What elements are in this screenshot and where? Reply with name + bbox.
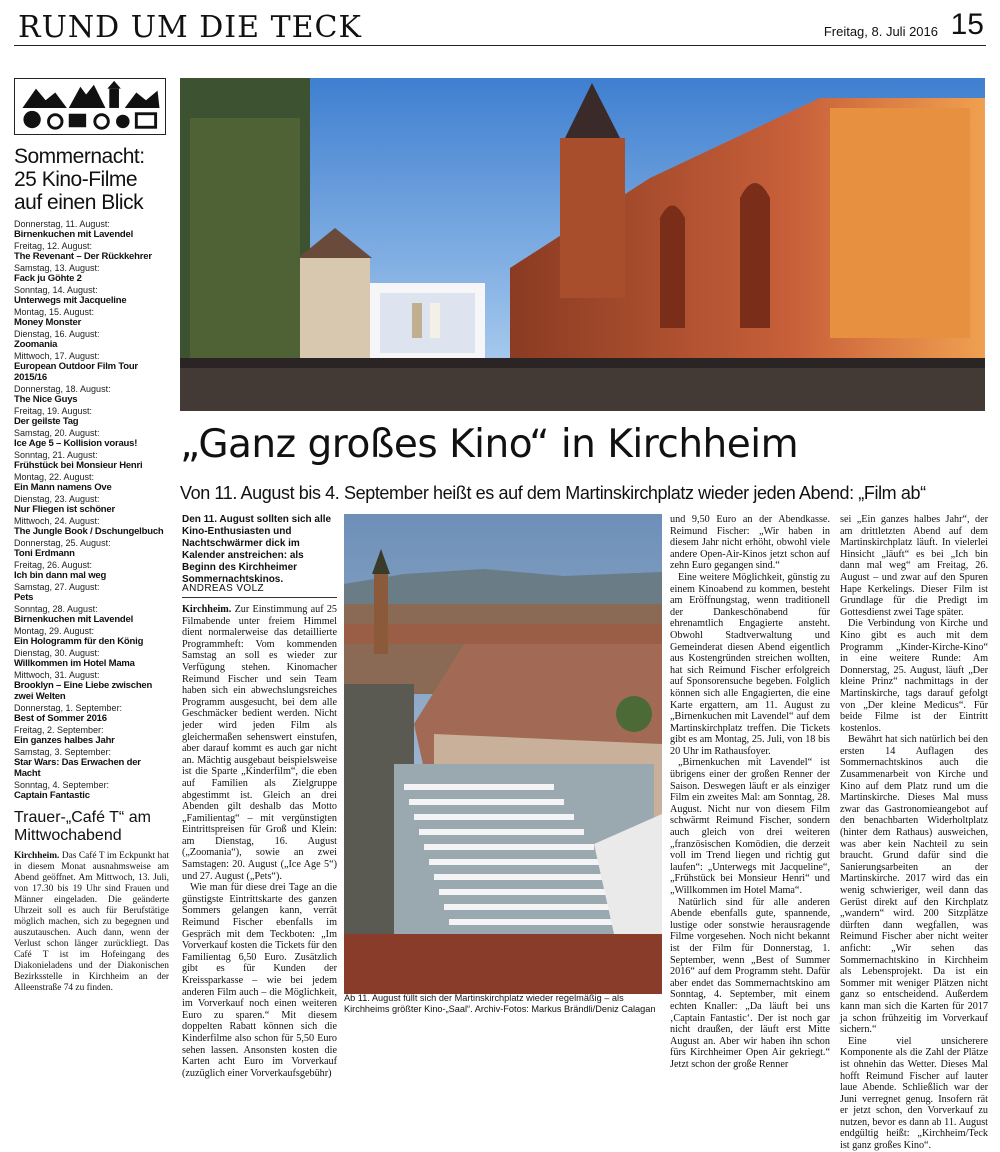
cafe-title: Trauer-„Café T“ am Mittwochabend — [14, 809, 151, 844]
schedule-day: Montag, 15. August: — [14, 307, 95, 317]
section-title: RUND UM DIE TECK — [18, 10, 362, 45]
paragraph: Eine viel unsicherere Komponente als die Zahl der Plätze ist ohnehin das Wetter. Dieses Mal hofft Reimund Fischer auf lauter laue Abende. Schließlich war der Juni verregnet genug. Insofern rät er jetzt schon, den Vorverkauf zu nutzen, bevor es dann ab 11. August endgültig heißt: „Kirchheim/Teck ist ganz großes Kino“. — [840, 1035, 988, 1152]
schedule-day: Sonntag, 4. September: — [14, 780, 110, 790]
schedule-day: Freitag, 12. August: — [14, 241, 93, 251]
schedule-film-title: Fack ju Göhte 2 — [14, 273, 82, 284]
paragraph: Die Verbindung von Kirche und Kino gibt es auch mit dem Programm „Kinder-Kirche-Kino“ in eine weitere Runde: Am Donnerstag, 25. August, läuft „Der kleine Prinz“ nachmittags in der Martinskirche, tags darauf gefolgt von „Der kleine Medicus“. Für beide Filme ist der Eintritt kostenlos. — [840, 618, 988, 734]
schedule-day: Donnerstag, 1. September: — [14, 703, 123, 713]
dateline: Kirchheim. — [182, 604, 232, 615]
schedule-film-title: European Outdoor Film Tour 2015/16 — [14, 361, 138, 383]
cafe-body: Das Café T im Eckpunkt hat in diesem Monat ausnahmsweise am Abend geöffnet. Am Mittwoch, 13. Juli, von 17.30 bis 19 Uhr sind Frauen und Männer eingeladen. Die geänderte Uhrzeit soll es auch für Berufstätige möglich machen, sich zu begegnen und auszutauschen. Auch dann, wenn der Verlust schon länger zurückliegt. Das Café T ist im Hofeingang des Diakonieladens und der Diakonischen Bezirksstelle in Kirchheim an der Alleenstraße 74 zu finden. — [14, 851, 170, 993]
schedule-film-title: Zoomania — [14, 339, 58, 350]
paragraph: Eine weitere Möglichkeit, günstig zu einem Kinoabend zu kommen, besteht am Eröffnungstag, wenn traditionell der Dankeschönabend für ehrenamtlich Engagierte ansteht. Obwohl Stadtverwaltung und Gemeinderat diesen Abend eigentlich aus Kostengründen streichen wollten, hat sich Reimund Fischer erfolgreich auf Sponsorensuche begeben. Folglich können sich alle Engagierten, die eine Karte ergattern, am 11. August zu „Birnenkuchen mit Lavendel“ auf dem Martinskirchplatz treffen. Die Tickets gibt es am Montag, 25. Juli, von 18 bis 20 Uhr im Rathausfoyer. — [670, 571, 830, 757]
schedule-film-title: The Nice Guys — [14, 394, 78, 405]
schedule-day: Montag, 22. August: — [14, 472, 95, 482]
teck-logo-icon — [14, 78, 166, 135]
schedule-film-title: Birnenkuchen mit Lavendel — [14, 614, 134, 625]
paragraph: und 9,50 Euro an der Abendkasse. Reimund Fischer: „Wir haben in diesem Jahr nicht erhöht, obwohl viele andere Open-Air-Kinos jetzt schon auf zehn Euro gegangen sind.“ — [670, 514, 830, 572]
sidebar-title: Sommernacht: 25 Kino-Filme auf einen Blick — [14, 145, 145, 214]
sidebar — [14, 78, 169, 994]
article-column-1 — [182, 604, 337, 1079]
schedule-list — [14, 219, 169, 801]
schedule-day: Mittwoch, 31. August: — [14, 670, 100, 680]
caption-text: Ab 11. August füllt sich der Martinskirchplatz wieder regelmäßig – als Kirchheims größter Kino-„Saal“. — [344, 993, 624, 1014]
article-column-3 — [670, 514, 830, 1071]
schedule-film-title: Ich bin dann mal weg — [14, 570, 107, 581]
schedule-day: Donnerstag, 11. August: — [14, 219, 110, 229]
schedule-day: Mittwoch, 17. August: — [14, 351, 100, 361]
caption-credit: Archiv-Fotos: Markus Brändli/Deniz Calagan — [474, 1004, 656, 1014]
schedule-day: Sonntag, 21. August: — [14, 450, 98, 460]
schedule-day: Dienstag, 16. August: — [14, 329, 100, 339]
schedule-film-title: Money Monster — [14, 317, 82, 328]
schedule-film-title: Captain Fantastic — [14, 790, 90, 801]
paragraph: sei „Ein ganzes halbes Jahr“, der am drittletzten Abend auf dem Martinskirchplatz läuft. In vielerlei Hinsicht „läuft“ es bei „Ich bin dann mal weg“ am Freitag, 26. August – und zwar auf den Spuren Hape Kerkelings. Dieser Film ist Grundlage für die Predigt im Gottesdienst zwei Tage später. — [840, 514, 988, 618]
article-subhead: Von 11. August bis 4. September heißt es auf dem Martinskirchplatz wieder jeden Abend: „Film ab“ — [180, 483, 926, 503]
schedule-day: Sonntag, 14. August: — [14, 285, 98, 295]
article-headline: „Ganz großes Kino“ in Kirchheim — [180, 422, 799, 467]
schedule-film-title: Ein ganzes halbes Jahr — [14, 735, 115, 746]
schedule-day: Montag, 29. August: — [14, 626, 95, 636]
schedule-day: Samstag, 20. August: — [14, 428, 100, 438]
cafe-text — [14, 851, 169, 994]
schedule-film-title: Nur Fliegen ist schöner — [14, 504, 115, 515]
schedule-film-title: Ein Mann namens Ove — [14, 482, 112, 493]
page-number: 15 — [950, 8, 984, 41]
schedule-film-title: Ein Hologramm für den König — [14, 636, 144, 647]
paragraph: Bewährt hat sich natürlich bei den ersten 14 Auflagen des Sommernachtskinos auch die Zusammenarbeit von Kirche und Kino auf dem Platz rund um die Martinskirche. Dieses Mal muss zwar das Gastronomieangebot auf den benachbarten Widerholtplatz (hinter dem Rathaus) ausweichen, was aber kein Nachteil zu sein braucht. Grund dafür sind die Sanierungsarbeiten an der Martinskirche. 2017 wird das ein wenig schwieriger, weil dann das Gerüst direkt auf den Kirchplatz „wandern“ wird. 200 Sitzplätze dürften dann wegfallen, was Reimund Fischer aber nicht weiter anficht: „Wir sehen das Sommernachtskino in Kirchheim als Lebensprojekt. Da ist ein Sommer mit weniger Plätzen nicht ganz so entscheidend. Außerdem kann man sich die Karten für 2017 ja schon frühzeitig im Vorverkauf sichern.“ — [840, 734, 988, 1036]
article-lead: Den 11. August sollten sich alle Kino-Enthusiasten und Nachtschwärmer dick im Kalender anstreichen: als Beginn des Kirchheimer Sommernachtskinos. — [182, 514, 332, 585]
page-header — [14, 6, 986, 46]
paragraph: Wie man für diese drei Tage an die günstigste Eintrittskarte des ganzen Sommers gelangen kann, verrät Reimund Fischer ebenfalls im Gespräch mit dem Teckboten: „Im Vorverkauf kosten die Tickets für den Familientag 6,50 Euro. Zusätzlich gibt es für Kunden der Kreissparkasse – wie bei jedem anderen Film auch – die Möglichkeit, im Vorverkauf noch einen weiteren Euro zu sparen.“ Mit diesem doppelten Rabatt können sich die Kinderfilme also schon für 5,50 Euro sehen lassen. Ansonsten kosten die Karten acht Euro im Vorverkauf (zuzüglich einer Vorverkaufsgebühr) — [182, 882, 337, 1079]
schedule-day: Donnerstag, 18. August: — [14, 384, 111, 394]
schedule-day: Donnerstag, 25. August: — [14, 538, 111, 548]
schedule-film-title: Star Wars: Das Erwachen der Macht — [14, 757, 141, 779]
schedule-film-title: Toni Erdmann — [14, 548, 75, 559]
second-photo — [344, 514, 662, 994]
cafe-dateline: Kirchheim. — [14, 851, 60, 861]
schedule-day: Sonntag, 28. August: — [14, 604, 98, 614]
schedule-film-title: Best of Sommer 2016 — [14, 713, 107, 724]
schedule-film-title: Willkommen im Hotel Mama — [14, 658, 135, 669]
schedule-day: Freitag, 19. August: — [14, 406, 93, 416]
schedule-film-title: Brooklyn – Eine Liebe zwischen zwei Welten — [14, 680, 153, 702]
article-author: ANDREAS VOLZ — [182, 583, 337, 598]
schedule-film-title: Der geilste Tag — [14, 416, 79, 427]
schedule-film-title: Frühstück bei Monsieur Henri — [14, 460, 143, 471]
schedule-day: Freitag, 26. August: — [14, 560, 93, 570]
schedule-film-title: Ice Age 5 – Kollision voraus! — [14, 438, 138, 449]
main-photo — [180, 78, 985, 411]
schedule-day: Samstag, 3. September: — [14, 747, 112, 757]
paragraph: Natürlich sind für alle anderen Abende ebenfalls gute, spannende, lustige oder sonstwie herausragende Filme vorgesehen. Noch nicht bekannt ist der Film für Donnerstag, 1. September, wenn „Best of Summer 2016“ auf dem Programm steht. Dafür aber endet das Sommernachtskino am Sonntag, 4. September, mit einem echten Knaller: „Da läuft bei uns ‚Captain Fantastic‘. Der ist noch gar nicht draußen, der läuft erst Mitte August an. Aber wir haben ihn schon fürs Kirchheimer Open Air gekriegt.“ Jetzt schon der große Renner — [670, 896, 830, 1070]
schedule-day: Samstag, 27. August: — [14, 582, 100, 592]
schedule-day: Freitag, 2. September: — [14, 725, 104, 735]
paragraph: Zur Einstimmung auf 25 Filmabende unter freiem Himmel dient normalerweise das detaillierte Programmheft: Vom kommenden Samstag an soll es wieder zur Verfügung stehen. Kinomacher Reimund Fischer und sein Team haben sich ein abwechslungsreiches Programm ausgesucht, bei dem alle Geschmäcker bedient werden. Nicht jeder wird jeden Film als gleichermaßen sehenswert einstufen, aber darauf kommt es auch gar nicht an. Mächtig ausgebaut beispielsweise ist die Sparte „Kinderfilm“, die eben auf Familien als Zielgruppe abgestimmt ist. Gleich an drei Abenden gilt deshalb das Motto „Familientag“ – mit vergünstigten Eintrittspreisen für Groß und Klein: am Dienstag, 16. August („Zoomania“), sowie an zwei Samstagen: 20. August („Ice Age 5“) und 27. August („Pets“). — [182, 604, 338, 882]
schedule-day: Samstag, 13. August: — [14, 263, 100, 273]
issue-date: Freitag, 8. Juli 2016 — [823, 24, 938, 39]
schedule-film-title: Pets — [14, 592, 34, 603]
photo-caption — [344, 993, 662, 1015]
schedule-film-title: The Jungle Book / Dschungelbuch — [14, 526, 164, 537]
schedule-film-title: Unterwegs mit Jacqueline — [14, 295, 127, 306]
schedule-day: Mittwoch, 24. August: — [14, 516, 100, 526]
schedule-film-title: Birnenkuchen mit Lavendel — [14, 229, 134, 240]
article-column-4 — [840, 514, 988, 1152]
paragraph: „Birnenkuchen mit Lavendel“ ist übrigens einer der großen Renner der Saison. Deswegen läuft er als einziger Film ein zweites Mal: am Sonntag, 28. August. Nicht nur von diesem Film schwärmt Reimund Fischer, sondern auch gleich von drei weiteren „französischen Komödien, die derzeit voll im Trend liegen und richtig gut laufen“: „Unterwegs mit Jacqueline“, „Frühstück bei Monsieur Henri“ und „Willkommen im Hotel Mama“. — [670, 757, 830, 896]
schedule-day: Dienstag, 23. August: — [14, 494, 100, 504]
schedule-day: Dienstag, 30. August: — [14, 648, 100, 658]
schedule-film-title: The Revenant – Der Rückkehrer — [14, 251, 152, 262]
